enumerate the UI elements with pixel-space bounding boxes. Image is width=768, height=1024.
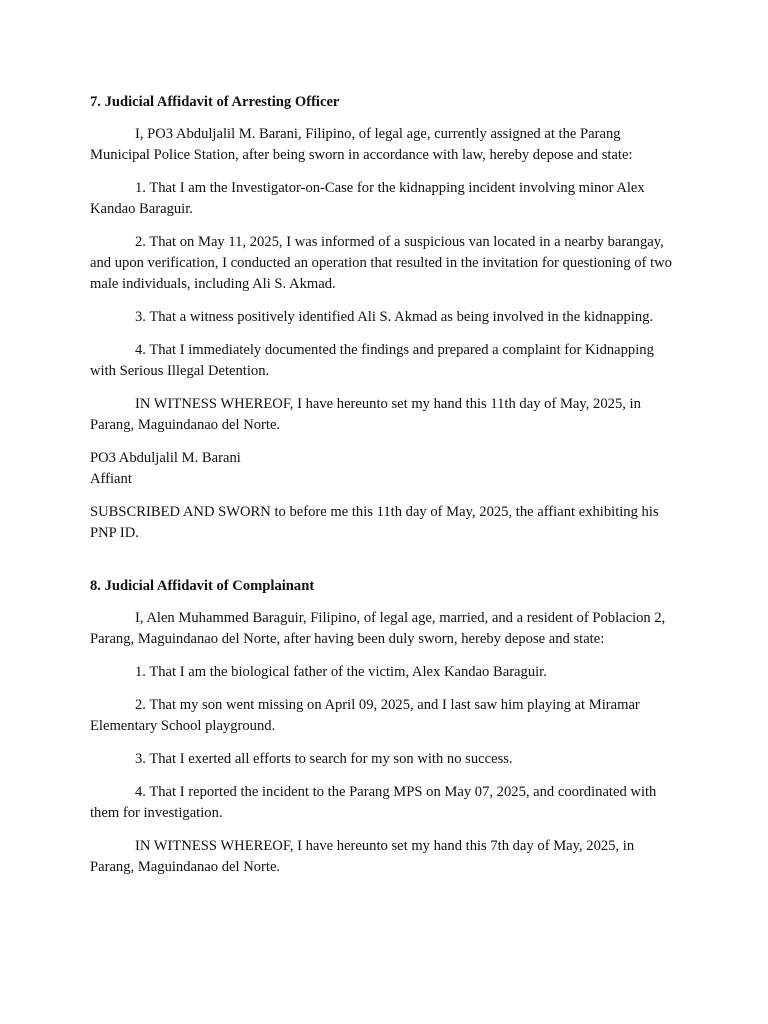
witness-clause: IN WITNESS WHEREOF, I have hereunto set my hand this 7th day of May, 2025, in Parang, Maguindanao del Norte. — [90, 838, 635, 875]
document-page — [90, 92, 680, 890]
section-arresting-officer — [90, 92, 680, 544]
affidavit-intro: I, Alen Muhammed Baraguir, Filipino, of legal age, married, and a resident of Poblacion 2, Parang, Maguindanao del Norte, after having been duly sworn, hereby depose and state: — [90, 610, 666, 647]
affidavit-intro: I, PO3 Abduljalil M. Barani, Filipino, of legal age, currently assigned at the Parang Municipal Police Station, after being sworn in accordance with law, hereby depose and state: — [90, 126, 633, 163]
section-complainant — [90, 576, 680, 878]
section-divider-space — [90, 556, 680, 576]
statement-item: 2. That my son went missing on April 09, 2025, and I last saw him playing at Miramar Elementary School playground. — [90, 697, 640, 734]
statement-item: 4. That I immediately documented the findings and prepared a complaint for Kidnapping with Serious Illegal Detention. — [90, 342, 654, 379]
statement-item: 4. That I reported the incident to the Parang MPS on May 07, 2025, and coordinated with them for investigation. — [90, 784, 657, 821]
jurat: SUBSCRIBED AND SWORN to before me this 11th day of May, 2025, the affiant exhibiting his PNP ID. — [90, 504, 659, 541]
section-title: 8. Judicial Affidavit of Complainant — [90, 578, 315, 594]
witness-clause: IN WITNESS WHEREOF, I have hereunto set my hand this 11th day of May, 2025, in Parang, Maguindanao del Norte. — [90, 396, 641, 433]
statement-item: 1. That I am the Investigator-on-Case for the kidnapping incident involving minor Alex Kandao Baraguir. — [90, 180, 645, 217]
statement-item: 1. That I am the biological father of the victim, Alex Kandao Baraguir. — [135, 664, 547, 680]
statement-item: 2. That on May 11, 2025, I was informed of a suspicious van located in a nearby barangay, and upon verification, I conducted an operation that resulted in the invitation for questioning of two male individuals, including Ali S. Akmad. — [90, 234, 672, 292]
statement-item: 3. That a witness positively identified Ali S. Akmad as being involved in the kidnapping. — [135, 309, 654, 325]
signatory-role: Affiant — [90, 471, 132, 487]
section-title: 7. Judicial Affidavit of Arresting Officer — [90, 94, 340, 110]
statement-item: 3. That I exerted all efforts to search for my son with no success. — [135, 751, 513, 767]
signature-block — [90, 448, 680, 490]
signatory-name: PO3 Abduljalil M. Barani — [90, 450, 241, 466]
